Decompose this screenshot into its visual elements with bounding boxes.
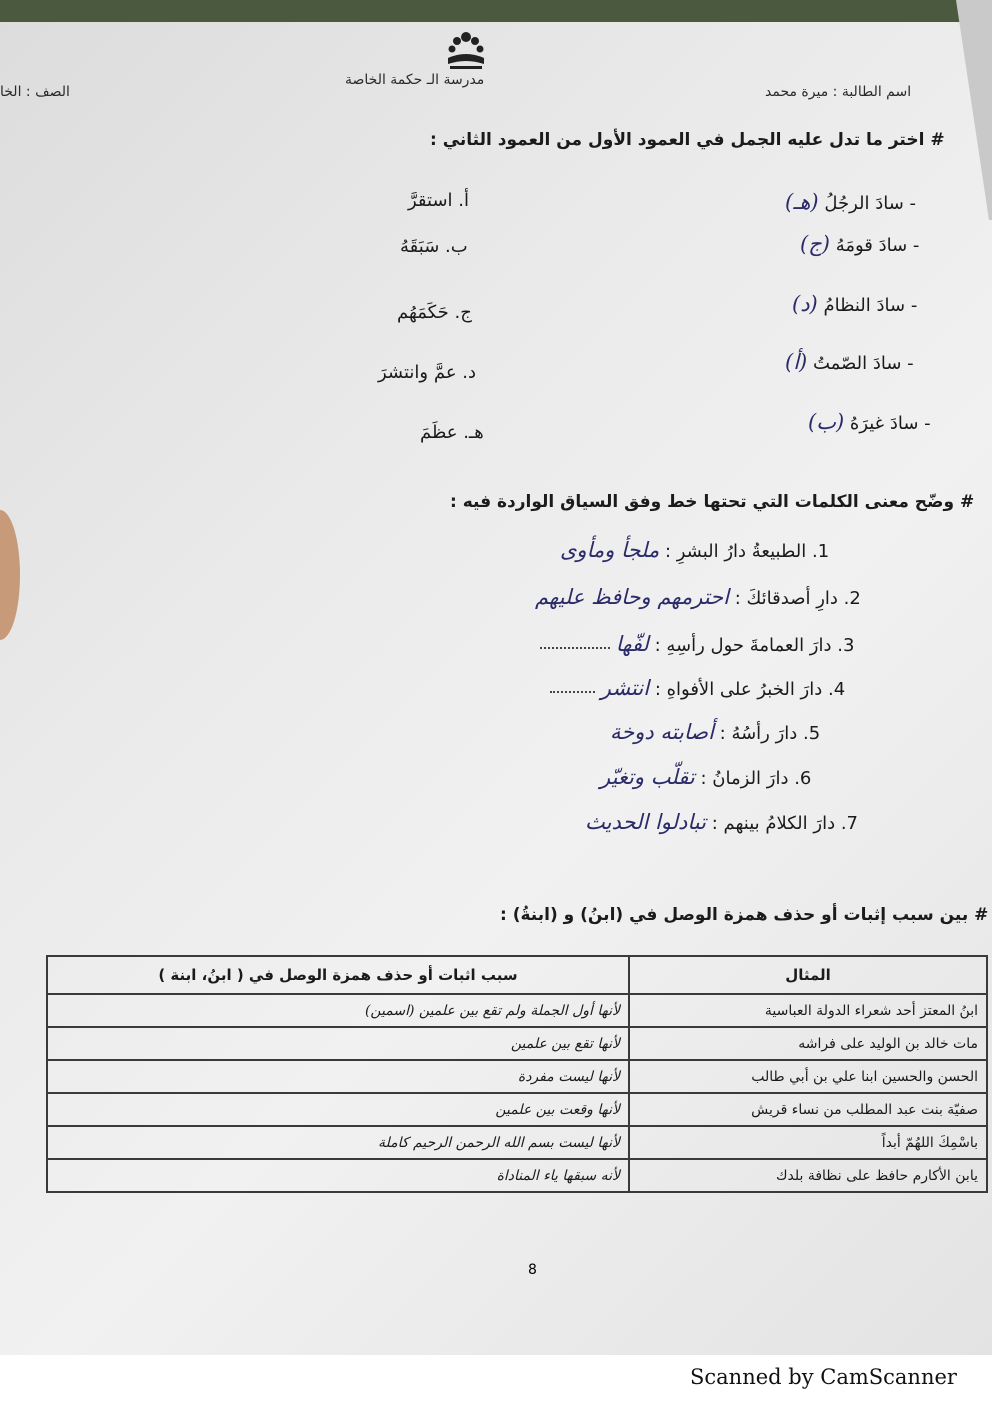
match-option: ج. حَكَمَهُم xyxy=(397,302,472,323)
table-header-row xyxy=(47,956,987,994)
meaning-item: 4. دارَ الخبرُ على الأفواهِ : انتشر xyxy=(550,676,845,700)
match-statement: - سادَ قومَهُ (ج) xyxy=(800,232,920,256)
background-sheet xyxy=(932,0,992,220)
question-1-title: # اختر ما تدل عليه الجمل في العمود الأول من العمود الثاني : xyxy=(430,130,945,150)
reason-cell: لأنها ليست بسم الله الرحمن الرحيم كاملة xyxy=(47,1126,629,1159)
school-name: مدرسة الـ حكمة الخاصة xyxy=(345,72,485,88)
meaning-item: 7. دارَ الكلامُ بينهم : تبادلوا الحديث xyxy=(585,810,858,834)
match-option: د. عمَّ وانتشرَ xyxy=(378,362,477,383)
match-statement: - سادَ الرجُلُ (هـ) xyxy=(785,190,917,214)
reason-cell: لأنها أول الجملة ولم تقع بين علمين (اسمين) xyxy=(47,994,629,1027)
page-number: 8 xyxy=(528,1262,537,1278)
meaning-answer: احترمهم وحافظ عليهم xyxy=(535,585,729,609)
reason-cell: لأنها وقعت بين علمين xyxy=(47,1093,629,1126)
example-cell: يابن الأكارم حافظ على نظافة بلدك xyxy=(629,1159,987,1192)
example-cell: صفيّة بنت عبد المطلب من نساء قريش xyxy=(629,1093,987,1126)
meaning-answer: أصابته دوخة xyxy=(610,720,714,744)
example-cell: باسْمِكَ اللهُمّ أبداً xyxy=(629,1126,987,1159)
hamza-table xyxy=(46,955,988,1193)
column-header-reason: سبب اثبات أو حذف همزة الوصل في ( ابنُ، ابنة ) xyxy=(47,956,629,994)
background-grass xyxy=(0,0,992,22)
example-cell: مات خالد بن الوليد على فراشه xyxy=(629,1027,987,1060)
meaning-item: 5. دارَ رأسُهُ : أصابته دوخة xyxy=(610,720,821,744)
match-answer: (أ) xyxy=(785,350,808,374)
meaning-item: 2. دارِ أصدقائكَ : احترمهم وحافظ عليهم xyxy=(535,585,861,609)
scanner-footer: Scanned by CamScanner xyxy=(690,1365,957,1389)
table-row xyxy=(47,1126,987,1159)
match-statement: - سادَ الصّمتُ (أ) xyxy=(785,350,914,374)
table-row xyxy=(47,1060,987,1093)
match-answer: (هـ) xyxy=(785,190,819,214)
table-row xyxy=(47,1159,987,1192)
school-logo-icon xyxy=(442,28,490,74)
question-3-title: # بين سبب إثبات أو حذف همزة الوصل في (ابنُ) و (ابنةُ) : xyxy=(500,905,989,925)
meaning-answer: ملجأ ومأوى xyxy=(560,538,660,562)
table-row xyxy=(47,994,987,1027)
column-header-example: المثال xyxy=(629,956,987,994)
student-name: اسم الطالبة : ميرة محمد xyxy=(765,84,912,100)
match-option: هـ. عظَمَ xyxy=(420,422,484,443)
match-statement: - سادَ غيرَهُ (ب) xyxy=(808,410,931,434)
thumb xyxy=(0,510,20,640)
reason-cell: لأنها تقع بين علمين xyxy=(47,1027,629,1060)
table-row xyxy=(47,1093,987,1126)
reason-cell: لأنها ليست مفردة xyxy=(47,1060,629,1093)
meaning-item: 1. الطبيعةُ دارُ البشرِ : ملجأ ومأوى xyxy=(560,538,830,562)
match-answer: (د) xyxy=(792,292,818,316)
question-2-title: # وضّح معنى الكلمات التي تحتها خط وفق السياق الواردة فيه : xyxy=(450,492,975,512)
table-row xyxy=(47,1027,987,1060)
match-answer: (ب) xyxy=(808,410,845,434)
example-cell: الحسن والحسين ابنا علي بن أبي طالب xyxy=(629,1060,987,1093)
meaning-item: 6. دارَ الزمانُ : تقلّب وتغيّر xyxy=(600,765,812,789)
meaning-answer: لفّها xyxy=(615,632,649,656)
match-statement: - سادَ النظامُ (د) xyxy=(792,292,918,316)
example-cell: ابنُ المعتز أحد شعراء الدولة العباسية xyxy=(629,994,987,1027)
match-answer: (ج) xyxy=(800,232,830,256)
match-option: ب. سَبَقَهُ xyxy=(400,236,468,257)
match-option: أ. استقرَّ xyxy=(408,190,469,211)
meaning-answer: تبادلوا الحديث xyxy=(585,810,706,834)
grade-label: الصف : الخا xyxy=(0,84,70,100)
reason-cell: لأنه سبقها ياء المناداة xyxy=(47,1159,629,1192)
meaning-answer: انتشر xyxy=(600,676,650,700)
meaning-answer: تقلّب وتغيّر xyxy=(600,765,695,789)
meaning-item: 3. دارَ العمامةَ حول رأسِهِ : لفّها xyxy=(540,632,854,656)
